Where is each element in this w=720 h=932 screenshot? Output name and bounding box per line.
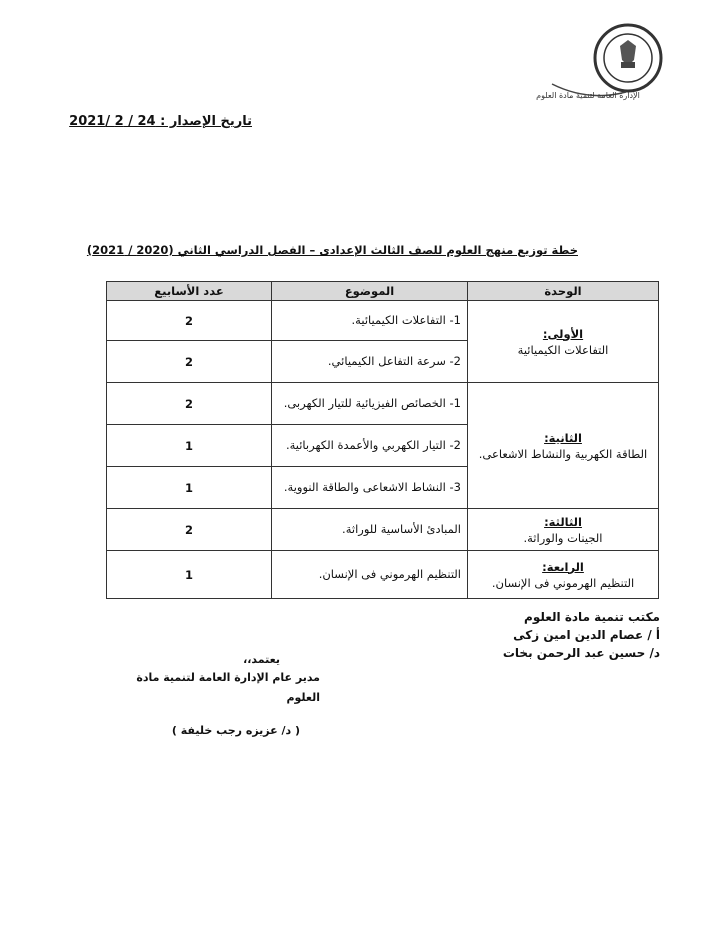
weeks-cell: 2 xyxy=(107,301,272,341)
unit-name: الثانية: xyxy=(544,430,582,445)
topic-cell: المبادئ الأساسية للوراثة. xyxy=(272,509,468,551)
weeks-cell: 2 xyxy=(107,341,272,383)
unit-cell-1 xyxy=(468,301,659,383)
weeks-cell: 1 xyxy=(107,551,272,599)
table-header-row xyxy=(107,282,659,301)
table-row xyxy=(107,509,659,551)
header-topic: الموضوع xyxy=(272,282,468,301)
topic-cell: 2- سرعة التفاعل الكيميائي. xyxy=(272,341,468,383)
weeks-cell: 2 xyxy=(107,509,272,551)
unit-name: الثالثة: xyxy=(544,514,582,529)
approval-block xyxy=(120,652,320,737)
weeks-cell: 2 xyxy=(107,383,272,425)
topic-cell: 2- التيار الكهربي والأعمدة الكهربائية. xyxy=(272,425,468,467)
topic-cell: 3- النشاط الاشعاعى والطاقة النووية. xyxy=(272,467,468,509)
plan-title: خطة توزيع منهج العلوم للصف الثالث الإعدادى – الفصل الدراسي الثاني (2020 / 2021) xyxy=(86,243,578,257)
unit-title: التنظيم الهرموني فى الإنسان. xyxy=(491,575,635,590)
topic-cell: 1- الخصائص الفيزيائية للتيار الكهربى. xyxy=(272,383,468,425)
ministry-seal-logo xyxy=(536,18,658,102)
approver-title: مدير عام الإدارة العامة لتنمية مادة العلوم xyxy=(136,671,320,704)
office-member-2: د/ حسين عبد الرحمن بخات xyxy=(502,646,660,660)
approver-name: ( د/ عزيزه رجب خليفة ) xyxy=(171,724,300,737)
table-row xyxy=(107,383,659,425)
unit-name: الأولى: xyxy=(542,326,584,341)
issue-date: تاريخ الإصدار : 24 / 2 /2021 xyxy=(69,114,252,129)
office-title: مكتب تنمية مادة العلوم xyxy=(524,610,660,624)
weeks-cell: 1 xyxy=(107,425,272,467)
topic-cell: 1- التفاعلات الكيميائية. xyxy=(272,301,468,341)
curriculum-table xyxy=(106,281,659,599)
logo-caption: الإدارة العامة لتنمية مادة العلوم xyxy=(536,91,640,100)
topic-cell: التنظيم الهرموني فى الإنسان. xyxy=(272,551,468,599)
unit-cell-4 xyxy=(468,551,659,599)
header-weeks: عدد الأسابيع xyxy=(107,282,272,301)
approve-label: يعتمد،، xyxy=(243,653,280,666)
unit-title: التفاعلات الكيميائية xyxy=(517,342,609,357)
office-member-1: أ / عصام الدين امين زكى xyxy=(513,628,660,642)
office-signatures xyxy=(450,608,660,662)
table-row xyxy=(107,551,659,599)
unit-cell-3 xyxy=(468,509,659,551)
table-row xyxy=(107,301,659,341)
unit-title: الطاقة الكهربية والنشاط الاشعاعى. xyxy=(478,446,648,461)
header-unit: الوحدة xyxy=(468,282,659,301)
unit-cell-2 xyxy=(468,383,659,509)
unit-title: الجينات والوراثة. xyxy=(523,530,603,545)
unit-name: الرابعة: xyxy=(542,559,584,574)
weeks-cell: 1 xyxy=(107,467,272,509)
